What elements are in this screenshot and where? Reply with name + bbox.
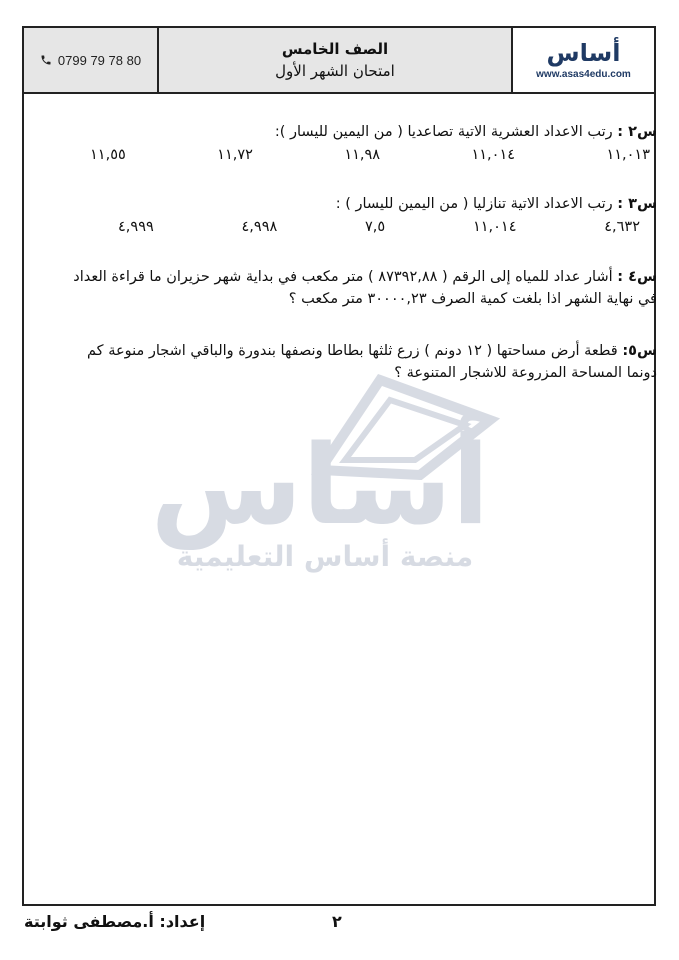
header <box>24 28 654 94</box>
number-item: ١١,٠١٣ <box>606 147 650 163</box>
question-text: أشار عداد للمياه إلى الرقم ( ٨٧٣٩٢,٨٨ ) متر مكعب في بداية شهر حزيران ما قراءة العداد في نهاية الشهر اذا بلغت كمية الصرف ٣٠٠٠٠,٢٣ متر مكعب ؟ <box>73 269 657 307</box>
question-2 <box>67 121 657 143</box>
asas-logo <box>511 28 654 92</box>
phone-box <box>24 28 159 92</box>
grade-title: الصف الخامس <box>281 40 389 58</box>
number-item: ١١,٩٨ <box>344 147 381 163</box>
header-title <box>159 28 511 92</box>
number-item: ٤,٩٩٨ <box>241 219 278 235</box>
page-number: ٢ <box>332 912 342 931</box>
number-list-2 <box>90 147 650 163</box>
question-text: قطعة أرض مساحتها ( ١٢ دونم ) زرع ثلثها بطاطا ونصفها بندورة والباقي اشجار منوعة كم دونما المساحة المزروعة للاشجار المتنوعة ؟ <box>87 343 657 381</box>
question-number: س٣ : <box>617 196 657 212</box>
question-number: س٢ : <box>617 124 657 140</box>
number-list-3 <box>118 219 640 235</box>
question-3 <box>67 193 657 215</box>
logo-word: أساس <box>546 38 621 67</box>
question-5 <box>67 340 657 384</box>
question-number: س٤ : <box>617 269 657 285</box>
question-4 <box>67 266 657 310</box>
question-text: رتب الاعداد الاتية تنازليا ( من اليمين لليسار ) : <box>335 196 613 212</box>
number-item: ٤,٦٣٢ <box>604 219 640 235</box>
number-item: ١١,٠١٤ <box>472 219 517 235</box>
question-number: س٥: <box>622 343 657 359</box>
author-credit: إعداد: أ.مصطفى ثوابتة <box>24 912 206 931</box>
phone-icon <box>40 54 52 66</box>
watermark-subtitle: منصة أساس التعليمية <box>176 540 474 573</box>
logo-url: www.asas4edu.com <box>536 68 631 80</box>
number-item: ١١,٧٢ <box>217 147 253 163</box>
number-item: ١١,٠١٤ <box>471 147 516 163</box>
number-item: ١١,٥٥ <box>90 147 126 163</box>
question-text: رتب الاعداد العشرية الاتية تصاعديا ( من اليمين لليسار ): <box>274 124 613 140</box>
phone-number: 0799 79 78 80 <box>57 52 142 68</box>
footer <box>0 912 679 936</box>
number-item: ٤,٩٩٩ <box>118 219 154 235</box>
watermark-word: أساس <box>150 421 490 549</box>
number-item: ٧,٥ <box>365 219 386 235</box>
exam-title: امتحان الشهر الأول <box>275 62 395 80</box>
